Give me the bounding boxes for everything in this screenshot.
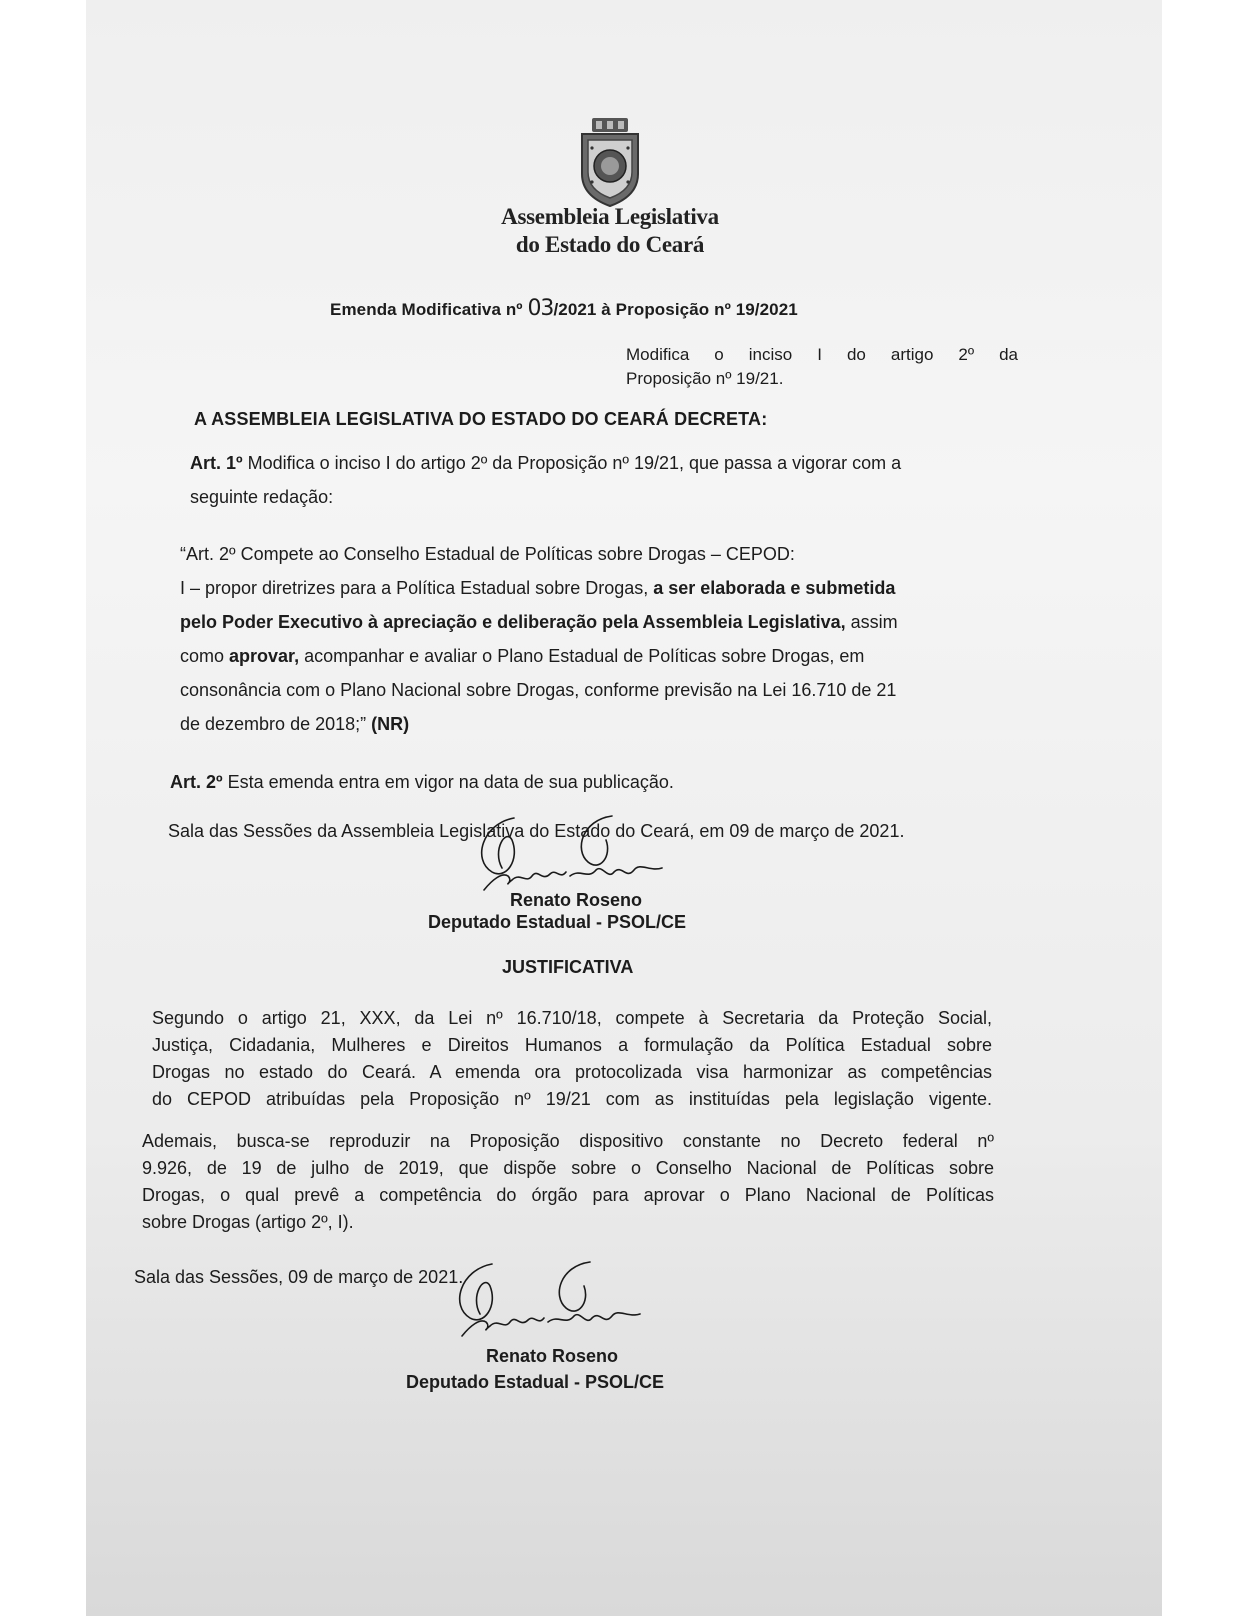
quote-line: “Art. 2º Compete ao Conselho Estadual de Políticas sobre Drogas – CEPOD: <box>180 544 795 564</box>
signer-name-2: Renato Roseno <box>486 1346 619 1366</box>
title-prefix: Emenda Modificativa nº <box>330 300 528 319</box>
quote-text: assim <box>845 612 898 632</box>
justificativa-line: Drogas, o qual prevê a competência do órgão para aprovar o Plano Nacional de Políticas <box>142 1185 994 1205</box>
org-name-line1: Assembleia Legislativa <box>501 204 719 229</box>
justificativa-paragraph-2 <box>142 1128 994 1236</box>
art2-label: Art. 2º <box>170 772 223 792</box>
quote-bold: pelo Poder Executivo à apreciação e deliberação pela Assembleia Legislativa, <box>180 612 846 632</box>
art2-text: Esta emenda entra em vigor na data de sua publicação. <box>222 772 674 792</box>
decreta-heading: A ASSEMBLEIA LEGISLATIVA DO ESTADO DO CEARÁ DECRETA: <box>194 409 768 429</box>
article-2 <box>170 765 674 799</box>
signer-role: Deputado Estadual - PSOL/CE <box>428 912 687 932</box>
quote-bold: aprovar, <box>229 646 300 666</box>
justificativa-heading: JUSTIFICATIVA <box>502 957 634 977</box>
art1-text: Modifica o inciso I do artigo 2º da Proposição nº 19/21, que passa a vigorar com a <box>242 453 902 473</box>
ementa <box>626 343 1018 391</box>
sala-sessoes-2: Sala das Sessões, 09 de março de 2021. <box>134 1267 464 1287</box>
document-title <box>330 296 798 321</box>
quote-text: como <box>180 646 230 666</box>
justificativa-line: Justiça, Cidadania, Mulheres e Direitos Humanos a formulação da Política Estadual sobre <box>152 1035 992 1055</box>
signature-1 <box>462 810 682 900</box>
ementa-line: Proposição nº 19/21. <box>626 369 784 388</box>
sala-sessoes-1: Sala das Sessões da Assembleia Legislativa do Estado do Ceará, em 09 de março de 2021. <box>168 821 905 841</box>
justificativa-line: Ademais, busca-se reproduzir na Proposição dispositivo constante no Decreto federal nº <box>142 1131 994 1151</box>
quote-text: I – propor diretrizes para a Política Estadual sobre Drogas, <box>180 578 654 598</box>
justificativa-paragraph-1 <box>152 1005 992 1113</box>
justificativa-line: sobre Drogas (artigo 2º, I). <box>142 1212 354 1232</box>
art1-label: Art. 1º <box>190 453 243 473</box>
justificativa-line: Drogas no estado do Ceará. A emenda ora protocolizada visa harmonizar as competências <box>152 1062 992 1082</box>
justificativa-line: do CEPOD atribuídas pela Proposição nº 19/21 com as instituídas pela legislação vigente. <box>152 1089 992 1109</box>
article-1 <box>190 446 990 514</box>
justificativa-line: Segundo o artigo 21, XXX, da Lei nº 16.710/18, compete à Secretaria da Proteção Social, <box>152 1008 992 1028</box>
org-name-line2: do Estado do Ceará <box>515 232 705 257</box>
quote-text: de dezembro de 2018;” <box>180 714 372 734</box>
signer-name: Renato Roseno <box>510 890 643 910</box>
signature-2 <box>440 1256 660 1346</box>
quoted-article <box>180 537 990 741</box>
quote-text: acompanhar e avaliar o Plano Estadual de Políticas sobre Drogas, em <box>299 646 865 666</box>
title-number-handwritten: 03 <box>527 296 554 321</box>
ementa-line: Modifica o inciso I do artigo 2º da <box>626 345 1018 364</box>
title-suffix: /2021 à Proposição nº 19/2021 <box>553 300 798 319</box>
quote-bold: (NR) <box>371 714 410 734</box>
justificativa-line: 9.926, de 19 de julho de 2019, que dispõe sobre o Conselho Nacional de Políticas sobre <box>142 1158 994 1178</box>
quote-bold: a ser elaborada e submetida <box>653 578 896 598</box>
art1-text-cont: seguinte redação: <box>190 487 334 507</box>
quote-line: consonância com o Plano Nacional sobre Drogas, conforme previsão na Lei 16.710 de 21 <box>180 680 897 700</box>
signer-role-2: Deputado Estadual - PSOL/CE <box>406 1372 665 1392</box>
state-crest-icon <box>574 118 646 208</box>
